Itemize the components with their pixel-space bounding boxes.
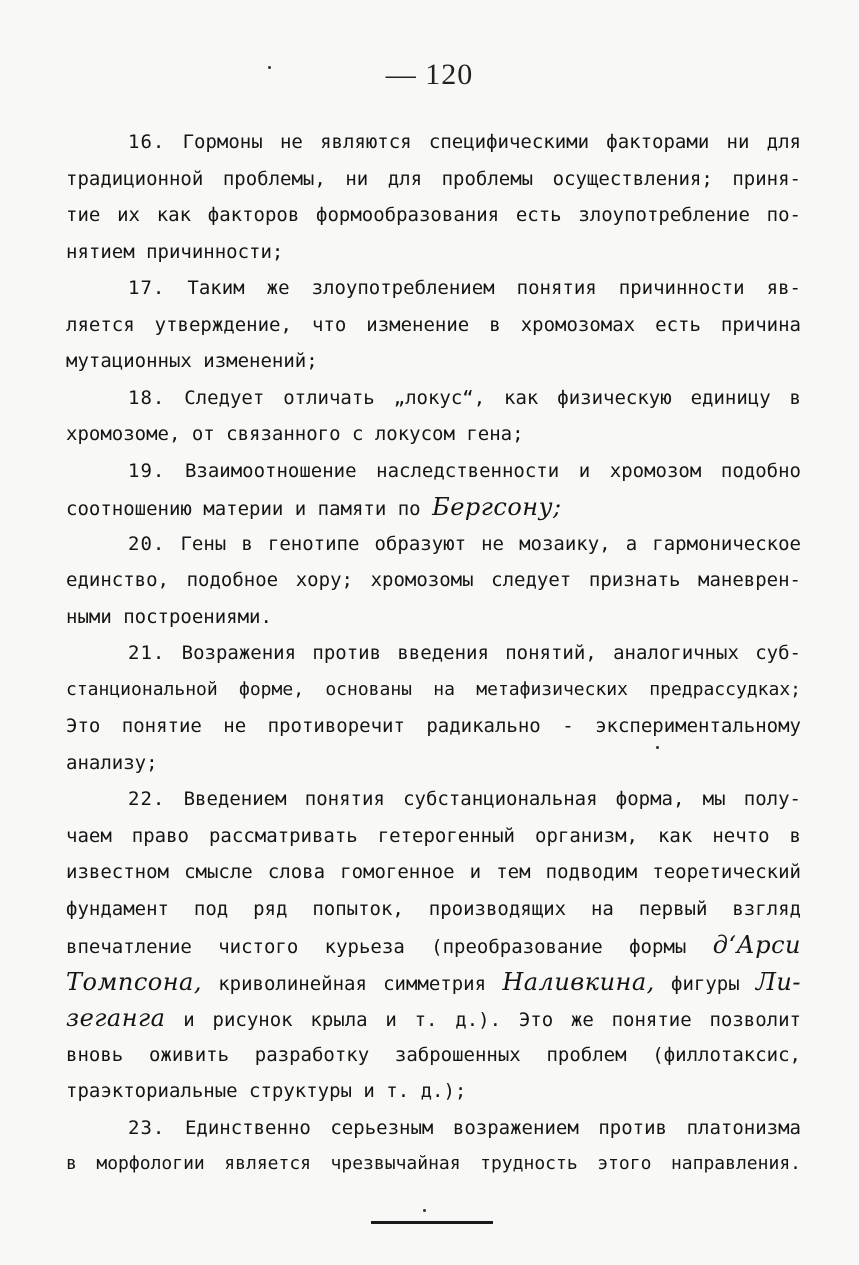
thesis-number: 22. <box>128 788 166 810</box>
thesis-number: 23. <box>128 1116 166 1139</box>
thesis-number: 20. <box>128 532 166 555</box>
thesis-line: Возражения против введения понятий, аналогичных суб- <box>181 642 801 664</box>
thesis-line: фигуры <box>671 972 740 995</box>
thesis-18 <box>66 380 801 453</box>
thesis-line: чаем право рассматривать гетерогенный организм, как нечто в <box>66 824 801 847</box>
thesis-19 <box>66 453 801 526</box>
thesis-line: Единственно серьезным возражением против платонизма <box>184 1116 801 1139</box>
thesis-line: традиционной проблемы, ни для проблемы осуществления; приня- <box>66 167 801 190</box>
thesis-line: известном смысле слова гомогенное и тем подводим теоретический <box>66 861 801 883</box>
thesis-line: соотношению материи и памяти по <box>66 498 421 520</box>
thesis-22 <box>66 781 801 1110</box>
ink-speck <box>268 66 271 69</box>
thesis-line: Гормоны не являются специфическими факторами ни для <box>182 131 801 153</box>
thesis-line: фундамент под ряд попыток, производящих на первый взгляд <box>66 897 801 920</box>
thesis-line: Введением понятия субстанциональная форма, мы полу- <box>183 788 801 810</box>
handwritten-insert: Ли- <box>755 967 801 996</box>
thesis-line: и рисунок крыла и т. д.). Это же понятие позволит <box>183 1009 801 1031</box>
footer-rule <box>371 1221 493 1224</box>
thesis-line: Это понятие не противоречит радикально - экспериментальному <box>66 715 801 737</box>
thesis-number: 19. <box>128 459 166 482</box>
handwritten-insert: Бергсону; <box>432 493 562 521</box>
thesis-line: в морфологии является чрезвычайная трудность этого направления. <box>66 1153 801 1174</box>
thesis-line: ляется утверждение, что изменение в хромозомах есть причина <box>66 313 801 336</box>
thesis-23 <box>66 1110 801 1183</box>
handwritten-insert: Томпсона, <box>66 967 202 996</box>
thesis-line: криволинейная симметрия <box>218 972 487 995</box>
thesis-number: 17. <box>128 277 166 299</box>
handwritten-insert: д‘Арси <box>712 931 801 959</box>
thesis-16 <box>66 124 801 270</box>
thesis-line: хромозоме, от связанного с локусом гена; <box>66 423 524 445</box>
thesis-20 <box>66 526 801 636</box>
theses-list <box>66 124 801 1183</box>
thesis-line: Взаимоотношение наследственности и хромозом подобно <box>184 459 801 482</box>
thesis-line: Таким же злоупотреблением понятия причинности яв- <box>187 277 801 299</box>
thesis-number: 18. <box>128 386 166 409</box>
thesis-line: траэкториальные структуры и т. д.); <box>66 1080 467 1102</box>
page-number: — 120 <box>385 58 474 91</box>
thesis-line: Следует отличать „локус“, как физическую единицу в <box>184 386 801 409</box>
thesis-21 <box>66 635 801 781</box>
thesis-line: вновь оживить разработку заброшенных проблем (филлотаксис, <box>66 1043 801 1066</box>
thesis-line: мутационных изменений; <box>66 350 318 372</box>
thesis-line: единство, подобное хору; хромозомы следует признать маневрен- <box>66 569 801 591</box>
thesis-number: 21. <box>128 642 166 664</box>
thesis-line: Гены в генотипе образуют не мозаику, а гармоническое <box>180 532 801 555</box>
thesis-line: тие их как факторов формообразования есть злоупотребление по- <box>66 204 801 226</box>
thesis-line: анализу; <box>66 751 158 774</box>
thesis-line: станциональной форме, основаны на метафизических предрассудках; <box>66 678 801 700</box>
thesis-line: нятием причинности; <box>66 240 284 263</box>
handwritten-insert: зеганга <box>66 1004 166 1032</box>
thesis-number: 16. <box>128 131 166 153</box>
thesis-17 <box>66 270 801 380</box>
handwritten-insert: Наливкина, <box>502 967 655 996</box>
thesis-line: впечатление чистого курьеза (преобразование формы <box>66 936 687 958</box>
ink-speck <box>423 1209 426 1212</box>
ink-speck <box>656 746 659 749</box>
thesis-line: ными построениями. <box>66 605 272 628</box>
